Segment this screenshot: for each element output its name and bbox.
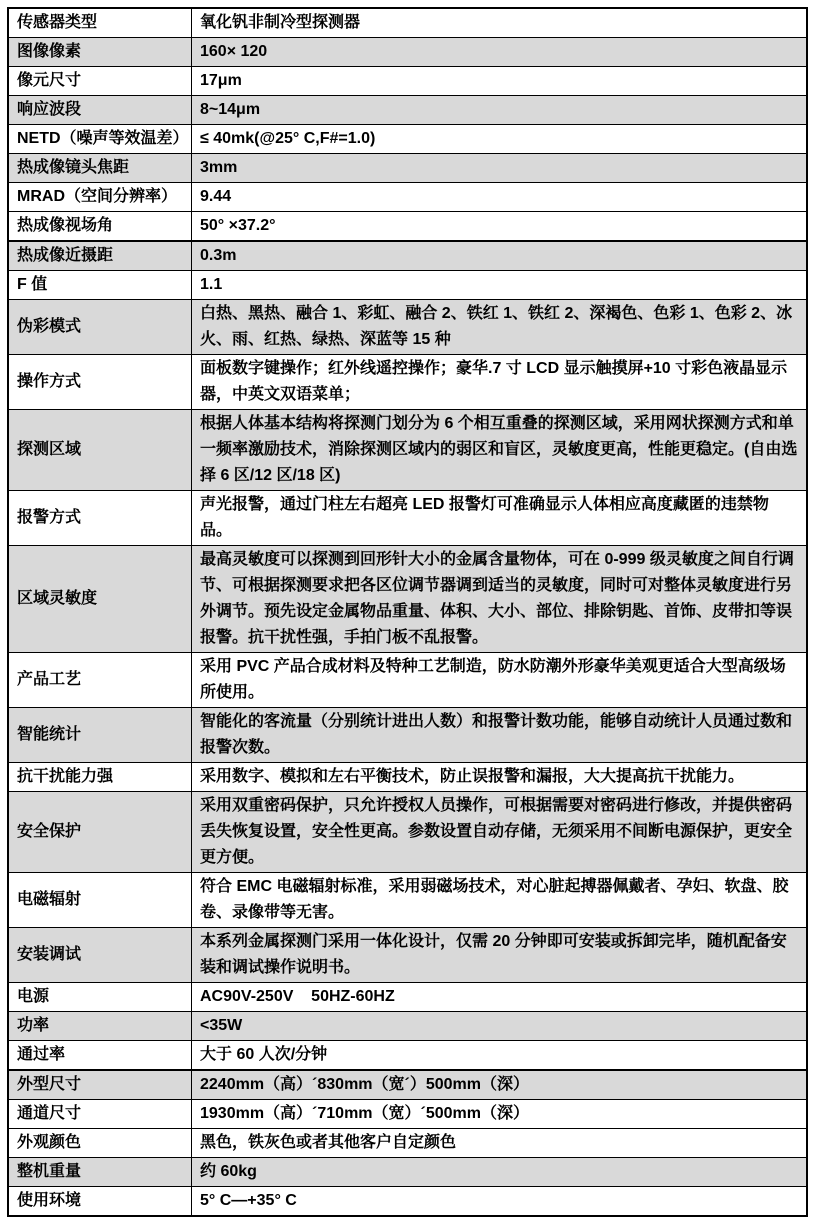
spec-row — [8, 410, 807, 491]
spec-row — [8, 983, 807, 1012]
spec-label: 探测区域 — [8, 410, 192, 491]
spec-value: 9.44 — [192, 183, 808, 212]
spec-value: 白热、黑热、融合 1、彩虹、融合 2、铁红 1、铁红 2、深褐色、色彩 1、色彩 2、冰火、雨、红热、绿热、深蓝等 15 种 — [192, 300, 808, 355]
spec-label: 智能统计 — [8, 708, 192, 763]
spec-label: 电源 — [8, 983, 192, 1012]
spec-table-body — [8, 8, 807, 1216]
spec-row — [8, 792, 807, 873]
spec-value: 采用 PVC 产品合成材料及特种工艺制造，防水防潮外形豪华美观更适合大型高级场所使用。 — [192, 653, 808, 708]
spec-value: 2240mm（高）´830mm（宽´）500mm（深） — [192, 1070, 808, 1100]
spec-value: 根据人体基本结构将探测门划分为 6 个相互重叠的探测区域，采用网状探测方式和单一频率激励技术，消除探测区域内的弱区和盲区，灵敏度更高，性能更稳定。(自由选择 6 区/12 区/18 区) — [192, 410, 808, 491]
spec-value: 0.3m — [192, 241, 808, 271]
spec-value: 智能化的客流量（分别统计进出人数）和报警计数功能，能够自动统计人员通过数和报警次数。 — [192, 708, 808, 763]
spec-value: 5° C—+35° C — [192, 1187, 808, 1217]
spec-label: F 值 — [8, 271, 192, 300]
spec-label: 外观颜色 — [8, 1129, 192, 1158]
spec-value: 1.1 — [192, 271, 808, 300]
spec-value: 符合 EMC 电磁辐射标准，采用弱磁场技术，对心脏起搏器佩戴者、孕妇、软盘、胶卷、录像带等无害。 — [192, 873, 808, 928]
spec-label: 整机重量 — [8, 1158, 192, 1187]
spec-row — [8, 928, 807, 983]
spec-value: 面板数字键操作；红外线遥控操作；豪华.7 寸 LCD 显示触摸屏+10 寸彩色液晶显示器，中英文双语菜单； — [192, 355, 808, 410]
spec-label: MRAD（空间分辨率） — [8, 183, 192, 212]
spec-row — [8, 125, 807, 154]
spec-label: 功率 — [8, 1012, 192, 1041]
spec-label: 热成像近摄距 — [8, 241, 192, 271]
spec-value: 黑色，铁灰色或者其他客户自定颜色 — [192, 1129, 808, 1158]
spec-row — [8, 1012, 807, 1041]
spec-label: 像元尺寸 — [8, 67, 192, 96]
spec-value: 大于 60 人次/分钟 — [192, 1041, 808, 1071]
spec-label: 抗干扰能力强 — [8, 763, 192, 792]
spec-row — [8, 873, 807, 928]
spec-label: 外型尺寸 — [8, 1070, 192, 1100]
spec-row — [8, 1070, 807, 1100]
spec-label: 使用环境 — [8, 1187, 192, 1217]
spec-value: 声光报警，通过门柱左右超亮 LED 报警灯可准确显示人体相应高度藏匿的违禁物品。 — [192, 491, 808, 546]
spec-label: 传感器类型 — [8, 8, 192, 38]
spec-value: AC90V-250V 50HZ-60HZ — [192, 983, 808, 1012]
spec-label: 报警方式 — [8, 491, 192, 546]
spec-label: 通道尺寸 — [8, 1100, 192, 1129]
spec-value: 8~14μm — [192, 96, 808, 125]
spec-row — [8, 491, 807, 546]
spec-row — [8, 271, 807, 300]
spec-value: 1930mm（高）´710mm（宽）´500mm（深） — [192, 1100, 808, 1129]
spec-value: 17μm — [192, 67, 808, 96]
spec-label: 产品工艺 — [8, 653, 192, 708]
spec-value: 3mm — [192, 154, 808, 183]
spec-label: 伪彩模式 — [8, 300, 192, 355]
spec-row — [8, 1187, 807, 1217]
spec-row — [8, 653, 807, 708]
spec-label: 区域灵敏度 — [8, 546, 192, 653]
spec-value: 最高灵敏度可以探测到回形针大小的金属含量物体，可在 0-999 级灵敏度之间自行调节、可根据探测要求把各区位调节器调到适当的灵敏度，同时可对整体灵敏度进行另外调节。预先设定金属物品重量、体积、大小、部位、排除钥匙、首饰、皮带扣等误报警。抗干扰性强，手拍门板不乱报警。 — [192, 546, 808, 653]
spec-row — [8, 38, 807, 67]
spec-value: 采用数字、模拟和左右平衡技术，防止误报警和漏报，大大提高抗干扰能力。 — [192, 763, 808, 792]
spec-row — [8, 1041, 807, 1071]
spec-value: <35W — [192, 1012, 808, 1041]
spec-label: 热成像镜头焦距 — [8, 154, 192, 183]
spec-row — [8, 546, 807, 653]
spec-row — [8, 1100, 807, 1129]
spec-label: 响应波段 — [8, 96, 192, 125]
spec-row — [8, 1129, 807, 1158]
spec-row — [8, 67, 807, 96]
spec-row — [8, 8, 807, 38]
spec-row — [8, 241, 807, 271]
spec-value: 氧化钒非制冷型探测器 — [192, 8, 808, 38]
spec-label: 热成像视场角 — [8, 212, 192, 242]
spec-row — [8, 154, 807, 183]
spec-row — [8, 96, 807, 125]
spec-value: 约 60kg — [192, 1158, 808, 1187]
spec-label: 安装调试 — [8, 928, 192, 983]
spec-value: 采用双重密码保护，只允许授权人员操作，可根据需要对密码进行修改，并提供密码丢失恢复设置，安全性更高。参数设置自动存储，无须采用不间断电源保护，更安全更方便。 — [192, 792, 808, 873]
spec-sheet-page — [7, 7, 808, 1217]
spec-row — [8, 1158, 807, 1187]
spec-row — [8, 355, 807, 410]
product-spec-table — [7, 7, 808, 1217]
spec-label: 操作方式 — [8, 355, 192, 410]
spec-label: 图像像素 — [8, 38, 192, 67]
spec-row — [8, 763, 807, 792]
spec-label: 电磁辐射 — [8, 873, 192, 928]
spec-value: 50° ×37.2° — [192, 212, 808, 242]
spec-row — [8, 300, 807, 355]
spec-row — [8, 708, 807, 763]
spec-label: NETD（噪声等效温差） — [8, 125, 192, 154]
spec-label: 安全保护 — [8, 792, 192, 873]
spec-row — [8, 183, 807, 212]
spec-label: 通过率 — [8, 1041, 192, 1071]
spec-row — [8, 212, 807, 242]
spec-value: ≤ 40mk(@25° C,F#=1.0) — [192, 125, 808, 154]
spec-value: 160× 120 — [192, 38, 808, 67]
spec-value: 本系列金属探测门采用一体化设计，仅需 20 分钟即可安装或拆卸完毕，随机配备安装和调试操作说明书。 — [192, 928, 808, 983]
